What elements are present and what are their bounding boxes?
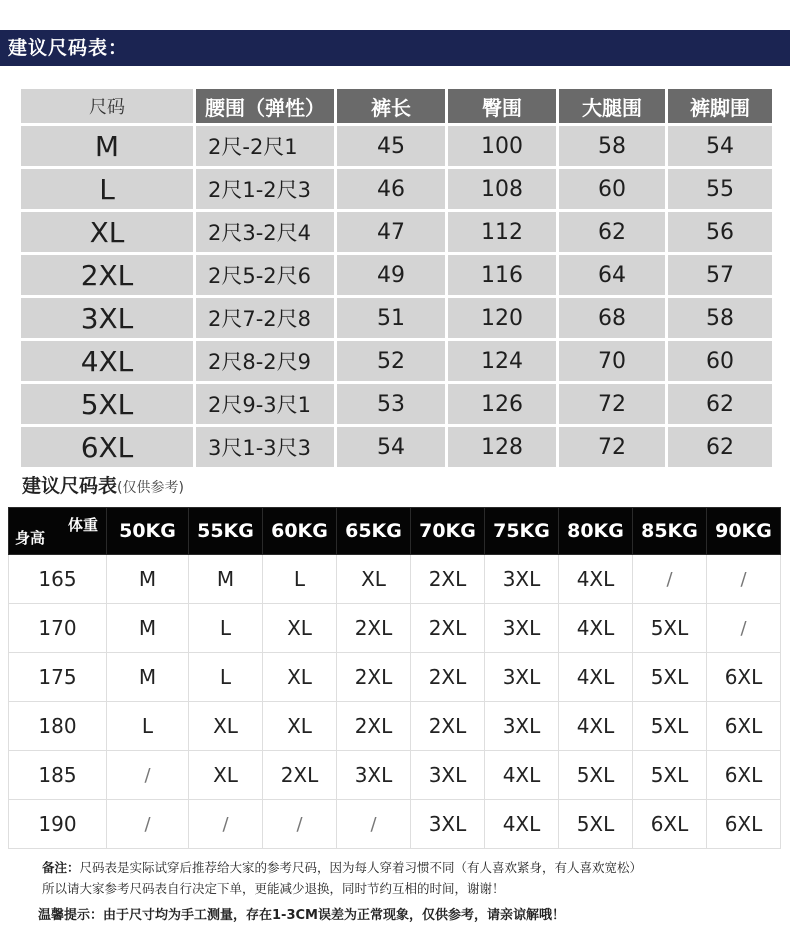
footer-note-line2: 所以请大家参考尺码表自行决定下单，更能减少退换，同时节约互相的时间，谢谢！ xyxy=(42,881,505,896)
size-measurement-table xyxy=(18,86,775,470)
size-recommend-cell: M xyxy=(189,555,263,604)
header-length: 裤长 xyxy=(337,89,445,123)
table-row xyxy=(21,384,772,424)
measure-cell: 64 xyxy=(559,255,665,295)
size-recommend-cell: 3XL xyxy=(485,555,559,604)
size-recommend-cell: 4XL xyxy=(559,702,633,751)
measure-cell: 60 xyxy=(559,169,665,209)
measure-cell: 57 xyxy=(668,255,772,295)
size-recommend-cell: / xyxy=(707,555,781,604)
size-recommend-cell: / xyxy=(633,555,707,604)
table-row xyxy=(21,126,772,166)
measure-cell: 2尺7-2尺8 xyxy=(196,298,334,338)
footer-note-text1: 尺码表是实际试穿后推荐给大家的参考尺码，因为每人穿着习惯不同（有人喜欢紧身，有人喜欢宽松） xyxy=(79,860,643,875)
size-recommend-cell: 3XL xyxy=(485,653,559,702)
size-recommend-cell: 4XL xyxy=(485,751,559,800)
measure-cell: 2尺5-2尺6 xyxy=(196,255,334,295)
measure-cell: 100 xyxy=(448,126,556,166)
footer-note-line1 xyxy=(42,858,642,876)
size-recommend-cell: 2XL xyxy=(411,604,485,653)
size-recommend-cell: 5XL xyxy=(633,653,707,702)
measure-cell: 62 xyxy=(559,212,665,252)
size-recommend-cell: 3XL xyxy=(411,800,485,849)
height-weight-table xyxy=(8,507,781,849)
measure-cell: 120 xyxy=(448,298,556,338)
measure-cell: 2尺-2尺1 xyxy=(196,126,334,166)
measure-cell: 55 xyxy=(668,169,772,209)
size-recommend-cell: XL xyxy=(263,604,337,653)
size-recommend-cell: XL xyxy=(337,555,411,604)
height-cell: 170 xyxy=(9,604,107,653)
size-recommend-cell: 3XL xyxy=(485,702,559,751)
table-row xyxy=(9,800,781,849)
size-recommend-cell: 3XL xyxy=(411,751,485,800)
size-recommend-cell: 3XL xyxy=(485,604,559,653)
size-recommend-cell: XL xyxy=(263,702,337,751)
measure-cell: 45 xyxy=(337,126,445,166)
size-recommend-cell: / xyxy=(189,800,263,849)
size-recommend-cell: / xyxy=(107,751,189,800)
size-recommend-cell: 5XL xyxy=(633,702,707,751)
footer-tip: 温馨提示：由于尺寸均为手工测量，存在1-3CM误差为正常现象，仅供参考，请亲谅解哦！ xyxy=(38,908,565,923)
size-recommend-cell: 6XL xyxy=(707,702,781,751)
measure-cell: 126 xyxy=(448,384,556,424)
size-recommend-cell: L xyxy=(189,604,263,653)
size-recommend-cell: 3XL xyxy=(337,751,411,800)
size-recommend-cell: L xyxy=(189,653,263,702)
size-recommend-cell: 2XL xyxy=(337,702,411,751)
measure-cell: 3尺1-3尺3 xyxy=(196,427,334,467)
measure-cell: 72 xyxy=(559,427,665,467)
size-cell: 4XL xyxy=(21,341,193,381)
weight-header: 70KG xyxy=(411,508,485,555)
measure-cell: 62 xyxy=(668,427,772,467)
height-cell: 190 xyxy=(9,800,107,849)
size-recommend-cell: / xyxy=(107,800,189,849)
height-cell: 165 xyxy=(9,555,107,604)
measure-cell: 2尺1-2尺3 xyxy=(196,169,334,209)
table-row xyxy=(9,555,781,604)
measure-cell: 54 xyxy=(668,126,772,166)
size-recommend-cell: 5XL xyxy=(633,751,707,800)
size-recommend-cell: M xyxy=(107,604,189,653)
measure-cell: 56 xyxy=(668,212,772,252)
size-recommend-cell: 4XL xyxy=(559,653,633,702)
table-row xyxy=(9,653,781,702)
size-table-header-row xyxy=(21,89,772,123)
corner-weight-label: 体重 xyxy=(67,516,98,534)
table-row xyxy=(21,298,772,338)
measure-cell: 108 xyxy=(448,169,556,209)
weight-header: 85KG xyxy=(633,508,707,555)
size-recommend-cell: 4XL xyxy=(559,604,633,653)
table-row xyxy=(9,751,781,800)
recommend-title xyxy=(22,471,184,498)
size-recommend-cell: M xyxy=(107,653,189,702)
weight-header-row xyxy=(9,508,781,555)
size-recommend-cell: 5XL xyxy=(559,751,633,800)
weight-header: 65KG xyxy=(337,508,411,555)
size-cell: L xyxy=(21,169,193,209)
measure-cell: 52 xyxy=(337,341,445,381)
size-recommend-cell: 4XL xyxy=(559,555,633,604)
size-recommend-cell: 6XL xyxy=(633,800,707,849)
recommend-title-text: 建议尺码表 xyxy=(22,475,118,497)
measure-cell: 70 xyxy=(559,341,665,381)
size-recommend-cell: XL xyxy=(263,653,337,702)
size-cell: 5XL xyxy=(21,384,193,424)
measure-cell: 47 xyxy=(337,212,445,252)
weight-header: 90KG xyxy=(707,508,781,555)
size-recommend-cell: 2XL xyxy=(411,702,485,751)
height-cell: 175 xyxy=(9,653,107,702)
table-row xyxy=(21,255,772,295)
size-recommend-cell: 2XL xyxy=(337,653,411,702)
measure-cell: 62 xyxy=(668,384,772,424)
size-recommend-cell: 5XL xyxy=(559,800,633,849)
measure-cell: 68 xyxy=(559,298,665,338)
size-cell: XL xyxy=(21,212,193,252)
measure-cell: 60 xyxy=(668,341,772,381)
size-recommend-cell: M xyxy=(107,555,189,604)
weight-header: 60KG xyxy=(263,508,337,555)
size-recommend-cell: 2XL xyxy=(411,555,485,604)
table-row xyxy=(9,702,781,751)
size-recommend-cell: XL xyxy=(189,702,263,751)
measure-cell: 46 xyxy=(337,169,445,209)
header-thigh: 大腿围 xyxy=(559,89,665,123)
height-cell: 185 xyxy=(9,751,107,800)
weight-header: 80KG xyxy=(559,508,633,555)
size-cell: 2XL xyxy=(21,255,193,295)
size-recommend-cell: 6XL xyxy=(707,751,781,800)
table-row xyxy=(9,604,781,653)
measure-cell: 112 xyxy=(448,212,556,252)
measure-cell: 58 xyxy=(668,298,772,338)
size-recommend-cell: XL xyxy=(189,751,263,800)
size-recommend-cell: / xyxy=(337,800,411,849)
size-cell: M xyxy=(21,126,193,166)
size-cell: 6XL xyxy=(21,427,193,467)
table-row xyxy=(21,169,772,209)
header-waist: 腰围（弹性） xyxy=(196,89,334,123)
size-recommend-cell: 5XL xyxy=(633,604,707,653)
weight-header: 55KG xyxy=(189,508,263,555)
size-recommend-cell: 6XL xyxy=(707,800,781,849)
header-hem: 裤脚围 xyxy=(668,89,772,123)
measure-cell: 51 xyxy=(337,298,445,338)
footer-note-label: 备注： xyxy=(42,860,80,875)
corner-height-label: 身高 xyxy=(15,529,46,547)
weight-header: 75KG xyxy=(485,508,559,555)
weight-header: 50KG xyxy=(107,508,189,555)
measure-cell: 128 xyxy=(448,427,556,467)
measure-cell: 124 xyxy=(448,341,556,381)
header-hip: 臀围 xyxy=(448,89,556,123)
size-recommend-cell: / xyxy=(707,604,781,653)
size-recommend-cell: 2XL xyxy=(337,604,411,653)
measure-cell: 72 xyxy=(559,384,665,424)
measure-cell: 2尺9-3尺1 xyxy=(196,384,334,424)
corner-cell xyxy=(9,508,107,555)
size-recommend-cell: 2XL xyxy=(263,751,337,800)
measure-cell: 53 xyxy=(337,384,445,424)
banner-title: 建议尺码表： xyxy=(0,30,790,66)
table-row xyxy=(21,212,772,252)
table-row xyxy=(21,427,772,467)
size-recommend-cell: 6XL xyxy=(707,653,781,702)
height-cell: 180 xyxy=(9,702,107,751)
recommend-title-note: (仅供参考) xyxy=(117,480,184,496)
size-cell: 3XL xyxy=(21,298,193,338)
header-size: 尺码 xyxy=(21,89,193,123)
measure-cell: 58 xyxy=(559,126,665,166)
measure-cell: 2尺8-2尺9 xyxy=(196,341,334,381)
size-recommend-cell: 4XL xyxy=(485,800,559,849)
table-row xyxy=(21,341,772,381)
size-recommend-cell: L xyxy=(107,702,189,751)
measure-cell: 54 xyxy=(337,427,445,467)
size-recommend-cell: L xyxy=(263,555,337,604)
measure-cell: 49 xyxy=(337,255,445,295)
measure-cell: 116 xyxy=(448,255,556,295)
size-recommend-cell: 2XL xyxy=(411,653,485,702)
measure-cell: 2尺3-2尺4 xyxy=(196,212,334,252)
size-recommend-cell: / xyxy=(263,800,337,849)
